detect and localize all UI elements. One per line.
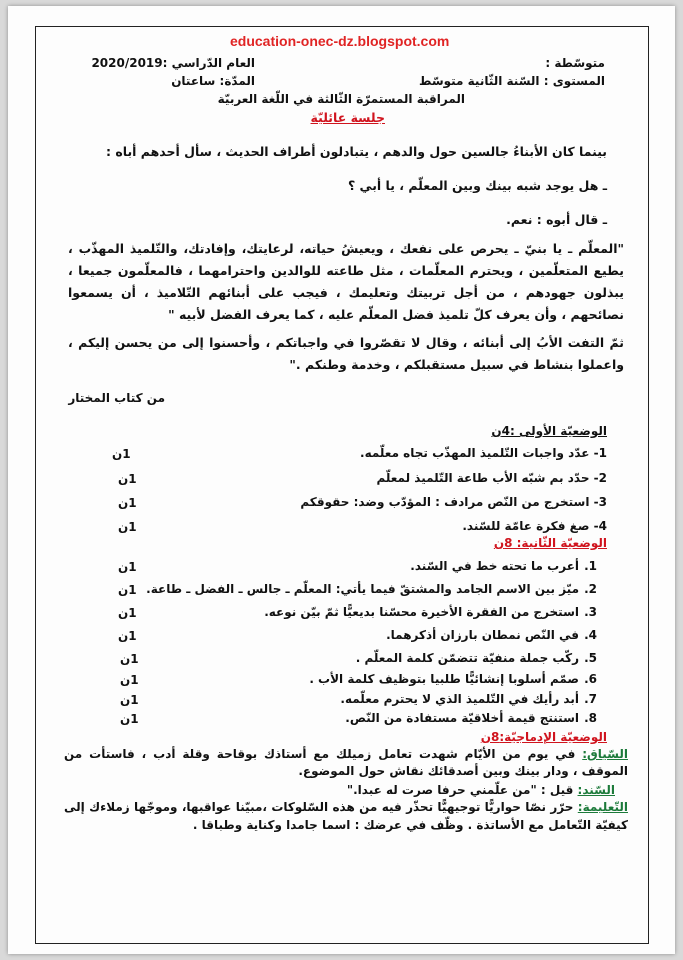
- part2-points-4: 1ن: [118, 629, 137, 643]
- text-title: جلسة عائليّة: [310, 110, 385, 125]
- part2-heading: الوضعيّة الثّانية: 8ن: [493, 536, 607, 550]
- part2-number-1: 1.: [584, 559, 597, 573]
- part1-heading: الوضعيّة الأولى :4ن: [491, 424, 607, 438]
- part2-number-2: 2.: [584, 582, 597, 596]
- part1-question-2: 2- حدّد بم شبّه الأب طاعة التّلميذ لمعلّم: [376, 471, 607, 485]
- part2-points-8: 1ن: [120, 712, 139, 726]
- website-watermark: education-onec-dz.blogspot.com: [230, 33, 450, 49]
- part1-points-3: 1ن: [118, 496, 137, 510]
- passage-source: من كتاب المختار: [68, 391, 165, 405]
- school-year: العام الدّراسي :2020/2019: [91, 56, 255, 70]
- part2-points-6: 1ن: [120, 673, 139, 687]
- part3-instruction: [64, 798, 628, 834]
- part2-text-1: أعرب ما تحته خط في السّند.: [410, 559, 579, 573]
- part2-number-8: 8.: [584, 711, 597, 725]
- paper-sheet: [8, 6, 675, 954]
- part2-question-4: [386, 628, 597, 642]
- part1-points-2: 1ن: [118, 472, 137, 486]
- part2-number-5: 5.: [584, 651, 597, 665]
- exam-title: المراقبة المستمرّة الثّالثة في اللّغة العربيّة: [217, 92, 465, 106]
- passage-intro: بينما كان الأبناءُ جالسين حول والدهم ، يتبادلون أطراف الحديث ، سأل أحدهم أباه :: [106, 144, 607, 159]
- school-label: متوسّطة :: [545, 56, 605, 70]
- part2-text-8: استنتج قيمة أخلاقيّة مستفادة من النّص.: [345, 711, 579, 725]
- part2-question-1: [410, 559, 597, 573]
- part2-text-7: أبد رأيك في التّلميذ الذي لا يحترم معلّمه.: [340, 692, 579, 706]
- support-text: قيل : "من علّمني حرفا صرت له عبدا.": [346, 783, 574, 797]
- part3-heading: الوضعيّة الإدماجيّة:8ن: [480, 730, 607, 744]
- instruction-text: حرّر نصّا حواريًّا توجيهيًّا تحذّر فيه من هذه السّلوكات ،مبيّنا عواقبها، وموجّها زملاءك إلى كيفيّة التّعامل مع الأساتذة . وظّف في عرضك : اسما جامدا وكناية وطباقا .: [64, 800, 628, 832]
- part3-context: [64, 746, 628, 780]
- passage-main-paragraph: "المعلّم ـ يا بنيّ ـ يحرص على نفعك ، ويعيشُ حياته، لرعايتك، وإفادتك، والتّلميذ المهذّب ، يطيع المتعلّمين ، ويحترم المعلّمات ، مثل طاعته للوالدين واحترامهما ، فالمعلّمون جميعا ، يبذلون جهودهم ، من أجل تربيتك وتعليمك ، فيجب على أبنائهم التّلاميذ ، أن يسمعوا نصائحهم ، وأن يعرف كلّ تلميذ فضل المعلّم عليه ، كما يعرف الفضل لأبيه ": [68, 241, 624, 322]
- part2-number-6: 6.: [584, 672, 597, 686]
- part2-text-5: ركّب جملة منفيّة تتضمّن كلمة المعلّم .: [355, 651, 579, 665]
- part2-points-7: 1ن: [120, 693, 139, 707]
- part2-question-6: [309, 672, 597, 686]
- context-label: السّياق:: [582, 747, 628, 761]
- part2-text-3: استخرج من الفقرة الأخيرة محسّنا بديعيًّا ثمّ بيّن نوعه.: [264, 605, 579, 619]
- part2-text-6: صمّم أسلوبا إنشائيًّا طلبيا بتوظيف كلمة الأب .: [309, 672, 579, 686]
- support-label: السّند:: [577, 783, 615, 797]
- part1-question-3: 3- استخرج من النّص مرادف : المؤدّب وضد: حقوقكم: [300, 495, 607, 509]
- passage-closing-paragraph: ثمّ التفت الأبُ إلى أبنائه ، وقال لا تقصّروا في واجباتكم ، وأحسنوا إلى من يحسن إليكم ، واعملوا بنشاط في سبيل مستقبلكم ، وخدمة وطنكم .": [68, 335, 624, 372]
- passage-answer: ـ قال أبوه : نعم.: [506, 212, 607, 227]
- part1-points-1: 1ن: [112, 447, 131, 461]
- part2-question-3: [264, 605, 597, 619]
- part2-question-5: [356, 651, 597, 665]
- part1-points-4: 1ن: [118, 520, 137, 534]
- part1-question-4: 4- صغ فكرة عامّة للسّند.: [462, 519, 607, 533]
- duration-label: المدّة: ساعتان: [171, 74, 255, 88]
- part2-number-7: 7.: [584, 692, 597, 706]
- context-text: في يوم من الأيّام شهدت تعامل زميلك مع أستاذك بوقاحة وقلة أدب ، فاستأت من الموقف ، ودار بينك وبين أصدقائك نقاش حول الموضوع.: [64, 747, 628, 778]
- part2-question-2: [146, 582, 597, 596]
- part2-points-3: 1ن: [118, 606, 137, 620]
- part2-question-7: [340, 692, 597, 706]
- level-label: المستوى : السّنة الثّانية متوسّط: [418, 74, 605, 88]
- part2-number-3: 3.: [584, 605, 597, 619]
- part2-points-2: 1ن: [118, 583, 137, 597]
- part2-points-1: 1ن: [118, 560, 137, 574]
- part2-points-5: 1ن: [120, 652, 139, 666]
- part2-number-4: 4.: [584, 628, 597, 642]
- part1-question-1: 1- عدّد واجبات التّلميذ المهذّب تجاه معلّمه.: [360, 446, 607, 460]
- part2-text-2: ميّز بين الاسم الجامد والمشتقّ فيما يأتي: المعلّم ـ جالس ـ الفضل ـ طاعة.: [146, 582, 579, 596]
- part3-support: [347, 783, 615, 797]
- part2-text-4: في النّص نمطان بارزان أذكرهما.: [386, 628, 579, 642]
- part2-question-8: [345, 711, 597, 725]
- instruction-label: التّعليمة:: [577, 800, 628, 814]
- passage-question: ـ هل يوجد شبه بينك وبين المعلّم ، يا أبي ؟: [347, 178, 607, 193]
